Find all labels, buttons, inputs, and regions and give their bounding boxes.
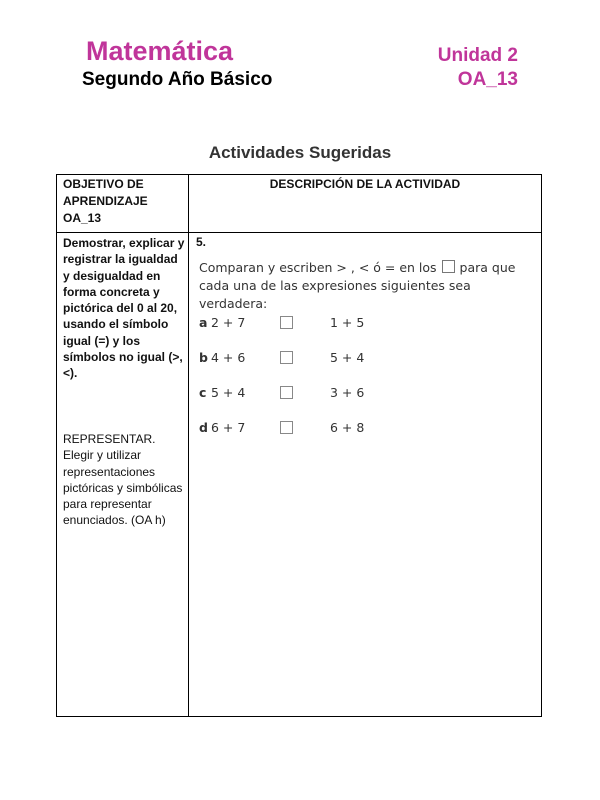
section-title: Actividades Sugeridas [208,143,392,162]
left-expression: 5 + 4 [211,385,246,400]
objective-code: OA_13 [457,69,518,90]
exercise-letter: c [199,385,207,400]
answer-box[interactable] [280,386,293,399]
activity-instruction [199,259,539,313]
objective-text: Demostrar, explicar y registrar la igualdad y desigualdad en forma concreta y pictórica del 0 al 20, usando el símbolo igual (=) y los símbolos no igual (>,<). [63,236,185,381]
exercise-letter: d [199,420,208,435]
column-divider [188,175,189,716]
answer-box[interactable] [280,316,293,329]
right-expression: 1 + 5 [330,315,365,330]
left-expression: 4 + 6 [211,350,246,365]
description-column-header: DESCRIPCIÓN DE LA ACTIVIDAD [269,177,461,191]
right-expression: 3 + 6 [330,385,365,400]
left-expression: 6 + 7 [211,420,246,435]
skill-block [63,431,187,529]
activity-table [56,174,542,717]
page-header [0,0,600,110]
header-divider [57,232,541,233]
subject-title: Matemática [86,36,234,66]
skill-text: Elegir y utilizar representaciones pictóricas y simbólicas para representar enunciados. (OA h) [63,448,183,528]
unit-label: Unidad 2 [437,45,518,66]
answer-box[interactable] [280,351,293,364]
answer-box[interactable] [280,421,293,434]
exercise-letter: b [199,350,208,365]
left-expression: 2 + 7 [211,315,246,330]
right-expression: 6 + 8 [330,420,365,435]
exercise-letter: a [199,315,208,330]
right-expression: 5 + 4 [330,350,365,365]
skill-title: REPRESENTAR. [63,432,156,446]
grade-label: Segundo Año Básico [82,69,273,90]
objective-column-header: OBJETIVO DE APRENDIZAJE OA_13 [63,177,148,225]
answer-box-icon [442,260,455,273]
instruction-pre: Comparan y escriben > , < ó = en los [199,260,437,275]
instruction-post: para que cada una de las expresiones siguientes sea verdadera: [199,260,516,311]
activity-number: 5. [196,235,207,249]
